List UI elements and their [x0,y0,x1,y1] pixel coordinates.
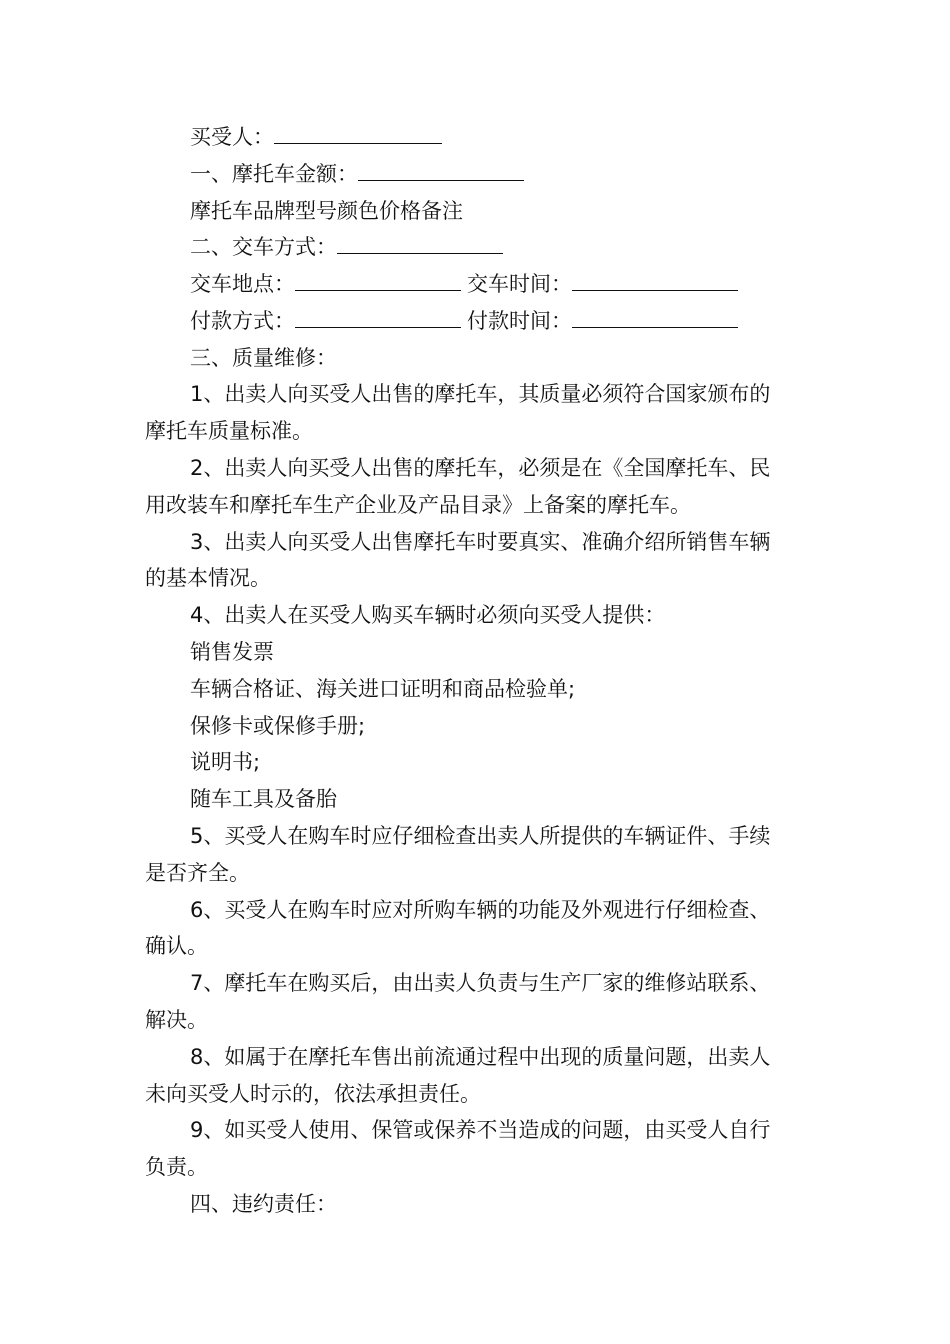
table-header: 摩托车品牌型号颜色价格备注 [190,199,463,223]
list-item: 车辆合格证、海关进口证明和商品检验单; [190,677,576,701]
p5-line2: 是否齐全。 [145,861,250,885]
amount-blank [358,160,524,181]
payment-time-label: 付款时间： [467,309,572,333]
p4: 4、出卖人在买受人购买车辆时必须向买受人提供： [190,603,666,627]
amount-field [190,160,524,188]
p8-line2: 未向买受人时示的，依法承担责任。 [145,1082,481,1106]
p3-line1: 3、出卖人向买受人出售摩托车时要真实、准确介绍所销售车辆 [190,530,771,554]
delivery-method-blank [337,233,503,254]
p3-line2: 的基本情况。 [145,566,271,590]
p9-line1: 9、如买受人使用、保管或保养不当造成的问题，由买受人自行 [190,1118,771,1142]
delivery-time-label: 交车时间： [467,272,572,296]
buyer-label: 买受人： [190,125,274,149]
payment-method-time-field [190,307,738,335]
list-item: 销售发票 [190,640,274,664]
payment-method-blank [295,307,461,328]
p7-line2: 解决。 [145,1008,208,1032]
p2-line1: 2、出卖人向买受人出售的摩托车，必须是在《全国摩托车、民 [190,456,771,480]
section3-heading: 三、质量维修： [190,346,337,370]
section4-heading: 四、违约责任： [190,1192,337,1216]
list-item: 保修卡或保修手册; [190,714,366,738]
payment-time-blank [572,307,738,328]
p9-line2: 负责。 [145,1155,208,1179]
list-item: 随车工具及备胎 [190,787,337,811]
delivery-time-blank [572,270,738,291]
payment-method-label: 付款方式： [190,309,295,333]
p1-line1: 1、出卖人向买受人出售的摩托车，其质量必须符合国家颁布的 [190,382,771,406]
p6-line2: 确认。 [145,934,208,958]
amount-label: 一、摩托车金额： [190,162,358,186]
list-item: 说明书; [190,750,261,774]
delivery-method-field [190,233,503,261]
p7-line1: 7、摩托车在购买后，由出卖人负责与生产厂家的维修站联系、 [190,971,771,995]
buyer-field [190,123,442,151]
delivery-place-blank [295,270,461,291]
delivery-place-label: 交车地点： [190,272,295,296]
p2-line2: 用改装车和摩托车生产企业及产品目录》上备案的摩托车。 [145,493,691,517]
buyer-blank [274,123,442,144]
p8-line1: 8、如属于在摩托车售出前流通过程中出现的质量问题，出卖人 [190,1045,771,1069]
p5-line1: 5、买受人在购车时应仔细检查出卖人所提供的车辆证件、手续 [190,824,771,848]
p6-line1: 6、买受人在购车时应对所购车辆的功能及外观进行仔细检查、 [190,898,771,922]
p1-line2: 摩托车质量标准。 [145,419,313,443]
delivery-place-time-field [190,270,738,298]
delivery-method-label: 二、交车方式： [190,235,337,259]
